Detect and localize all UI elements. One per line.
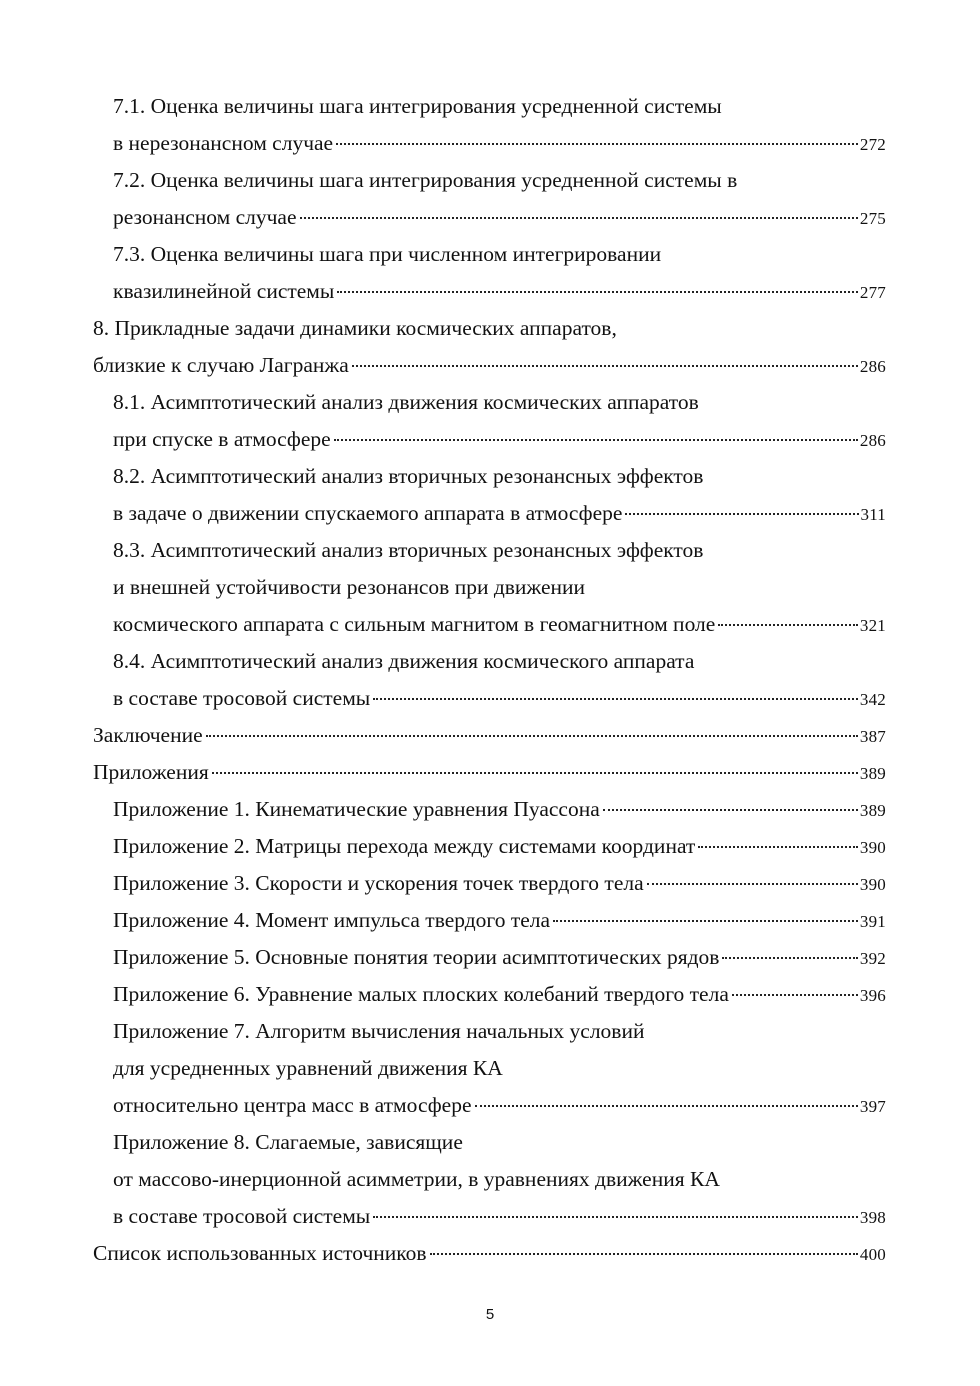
toc-entry-line [93, 310, 886, 347]
toc-page-number: 397 [859, 1097, 886, 1116]
toc-page-number: 286 [859, 357, 886, 376]
toc-entry-line [93, 939, 886, 976]
toc-entry-line [93, 236, 886, 273]
toc-entry-line [93, 162, 886, 199]
toc-entry-title: 7.1. Оценка величины шага интегрирования усредненной системы [113, 94, 722, 118]
toc-entry-title: 8.1. Асимптотический анализ движения космических аппаратов [113, 390, 699, 414]
toc-page-number: 398 [859, 1208, 886, 1227]
toc-entry [93, 939, 886, 976]
page-number: 5 [485, 1306, 495, 1323]
toc-entry [93, 902, 886, 939]
toc-entry-title: Список использованных источников [93, 1241, 427, 1265]
toc-page-number: 387 [859, 727, 886, 746]
toc-page-number: 277 [859, 283, 886, 302]
toc-entry-title: 8.4. Асимптотический анализ движения космического аппарата [113, 649, 695, 673]
toc-page-number: 390 [859, 838, 886, 857]
dot-leader [718, 624, 858, 626]
toc-entry [93, 1235, 886, 1272]
toc-entry-line [93, 125, 886, 162]
toc-entry-line [93, 902, 886, 939]
toc-entry-title: в задаче о движении спускаемого аппарата в атмосфере [113, 501, 623, 525]
toc-entry-line [93, 606, 886, 643]
toc-entry-title: относительно центра масс в атмосфере [113, 1093, 472, 1117]
dot-leader [553, 920, 858, 922]
toc-page-number: 342 [859, 690, 886, 709]
toc-entry-line [93, 717, 886, 754]
table-of-contents [93, 88, 886, 1272]
dot-leader [337, 291, 858, 293]
toc-entry-line [93, 1235, 886, 1272]
toc-entry-title: 7.3. Оценка величины шага при численном интегрировании [113, 242, 662, 266]
dot-leader [732, 994, 858, 996]
toc-entry-title: при спуске в атмосфере [113, 427, 331, 451]
dot-leader [603, 809, 858, 811]
toc-entry-line [93, 643, 886, 680]
toc-entry [93, 754, 886, 791]
toc-entry [93, 458, 886, 532]
dot-leader [352, 365, 858, 367]
toc-entry-line [93, 495, 886, 532]
toc-entry-title: Приложение 7. Алгоритм вычисления начальных условий [113, 1019, 645, 1043]
toc-entry-title: квазилинейной системы [113, 279, 335, 303]
toc-entry-title: Приложение 3. Скорости и ускорения точек твердого тела [113, 871, 644, 895]
toc-entry-line [93, 1013, 886, 1050]
dot-leader [647, 883, 858, 885]
toc-entry-line [93, 1198, 886, 1235]
toc-entry [93, 791, 886, 828]
toc-entry-title: от массово-инерционной асимметрии, в уравнениях движения КА [113, 1167, 720, 1191]
toc-entry-title: космического аппарата с сильным магнитом в геомагнитном поле [113, 612, 716, 636]
toc-page-number: 321 [859, 616, 886, 635]
dot-leader [300, 217, 858, 219]
toc-entry-title: 8.3. Асимптотический анализ вторичных резонансных эффектов [113, 538, 704, 562]
toc-entry-title: Приложение 2. Матрицы перехода между системами координат [113, 834, 696, 858]
toc-page-number: 389 [859, 801, 886, 820]
toc-entry-title: близкие к случаю Лагранжа [93, 353, 349, 377]
toc-page-number: 286 [859, 431, 886, 450]
toc-entry-title: в составе тросовой системы [113, 686, 371, 710]
toc-entry-title: в нерезонансном случае [113, 131, 334, 155]
toc-entry-title: Приложение 6. Уравнение малых плоских колебаний твердого тела [113, 982, 729, 1006]
dot-leader [212, 772, 858, 774]
toc-entry-line [93, 865, 886, 902]
toc-entry-title: Приложение 5. Основные понятия теории асимптотических рядов [113, 945, 720, 969]
toc-entry-title: для усредненных уравнений движения КА [113, 1056, 503, 1080]
dot-leader [336, 143, 858, 145]
toc-entry-title: 8. Прикладные задачи динамики космических аппаратов, [93, 316, 617, 340]
dot-leader [430, 1253, 858, 1255]
toc-entry-title: Приложение 4. Момент импульса твердого тела [113, 908, 551, 932]
toc-page-number: 391 [859, 912, 886, 931]
toc-entry-title: Заключение [93, 723, 203, 747]
toc-entry [93, 532, 886, 643]
toc-entry-line [93, 1124, 886, 1161]
dot-leader [475, 1105, 858, 1107]
toc-entry-line [93, 421, 886, 458]
dot-leader [373, 1216, 858, 1218]
dot-leader [373, 698, 858, 700]
toc-page-number: 390 [859, 875, 886, 894]
dot-leader [625, 513, 858, 515]
dot-leader [334, 439, 858, 441]
toc-entry [93, 1124, 886, 1235]
toc-entry [93, 643, 886, 717]
toc-entry-line [93, 1161, 886, 1198]
toc-entry-title: 7.2. Оценка величины шага интегрирования усредненной системы в [113, 168, 738, 192]
toc-page-number: 392 [859, 949, 886, 968]
toc-entry-line [93, 754, 886, 791]
toc-entry-line [93, 791, 886, 828]
dot-leader [698, 846, 858, 848]
toc-entry [93, 384, 886, 458]
toc-entry-line [93, 976, 886, 1013]
toc-page-number: 311 [860, 505, 886, 524]
toc-entry-line [93, 384, 886, 421]
dot-leader [206, 735, 858, 737]
toc-entry-line [93, 347, 886, 384]
toc-entry [93, 976, 886, 1013]
toc-entry-line [93, 532, 886, 569]
toc-entry-title: Приложения [93, 760, 209, 784]
toc-page-number: 272 [859, 135, 886, 154]
toc-entry [93, 865, 886, 902]
toc-entry-title: в составе тросовой системы [113, 1204, 371, 1228]
toc-entry-line [93, 569, 886, 606]
toc-entry-line [93, 680, 886, 717]
toc-page-number: 389 [859, 764, 886, 783]
toc-entry-line [93, 1087, 886, 1124]
dot-leader [722, 957, 857, 959]
toc-entry [93, 1013, 886, 1124]
toc-entry-title: Приложение 8. Слагаемые, зависящие [113, 1130, 463, 1154]
toc-entry [93, 828, 886, 865]
toc-entry-title: резонансном случае [113, 205, 297, 229]
toc-entry-title: и внешней устойчивости резонансов при движении [113, 575, 586, 599]
toc-page-number: 400 [859, 1245, 886, 1264]
toc-page-number: 275 [859, 209, 886, 228]
toc-entry [93, 162, 886, 236]
toc-entry-line [93, 828, 886, 865]
toc-entry [93, 717, 886, 754]
toc-entry-line [93, 273, 886, 310]
toc-entry-line [93, 458, 886, 495]
toc-entry-title: 8.2. Асимптотический анализ вторичных резонансных эффектов [113, 464, 704, 488]
toc-entry [93, 88, 886, 162]
toc-page-number: 396 [859, 986, 886, 1005]
toc-entry-line [93, 88, 886, 125]
toc-entry-line [93, 199, 886, 236]
toc-entry [93, 310, 886, 384]
toc-entry [93, 236, 886, 310]
toc-entry-title: Приложение 1. Кинематические уравнения Пуассона [113, 797, 600, 821]
toc-entry-line [93, 1050, 886, 1087]
